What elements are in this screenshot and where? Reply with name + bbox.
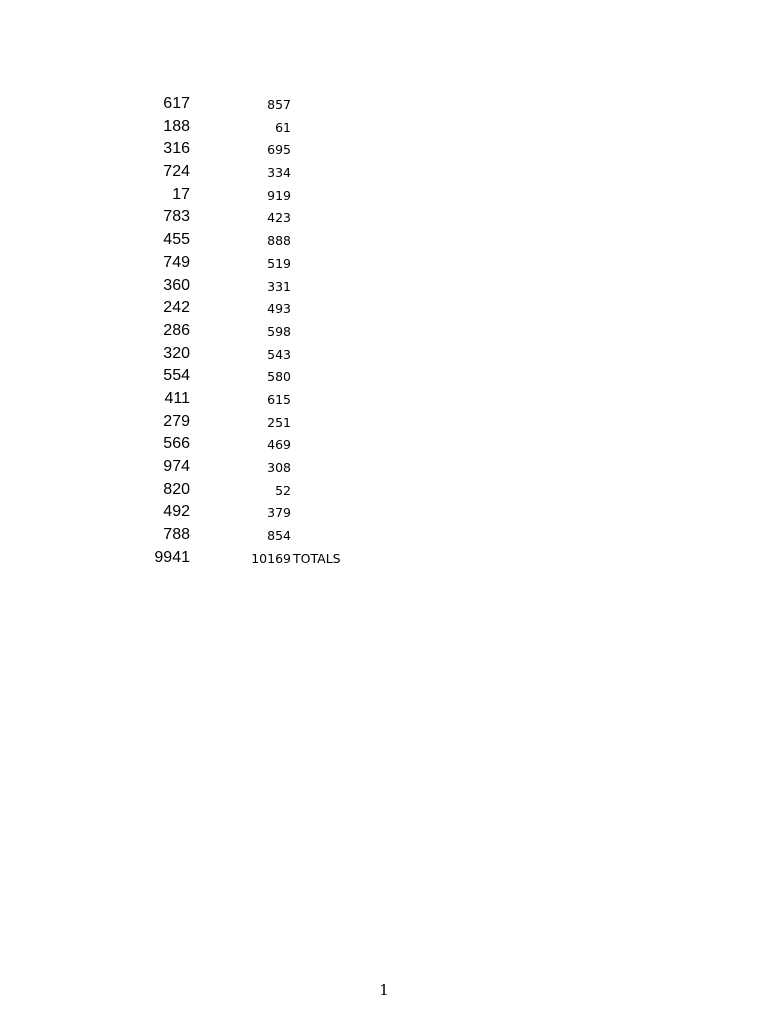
value-column-a: 286 bbox=[163, 321, 190, 339]
table-row bbox=[0, 184, 768, 207]
value-column-a: 188 bbox=[163, 117, 190, 135]
value-column-a: 360 bbox=[163, 276, 190, 294]
page-number: 1 bbox=[379, 981, 389, 999]
table-row bbox=[0, 206, 768, 229]
value-column-b: 580 bbox=[267, 369, 291, 385]
table-row bbox=[0, 229, 768, 252]
value-column-a: 242 bbox=[163, 299, 190, 317]
table-row bbox=[0, 479, 768, 502]
value-column-b: 919 bbox=[267, 187, 291, 203]
table-row bbox=[0, 161, 768, 184]
table-row bbox=[0, 297, 768, 320]
value-column-b: 854 bbox=[267, 528, 291, 544]
value-column-b: 888 bbox=[267, 233, 291, 249]
value-column-b: 598 bbox=[267, 323, 291, 339]
table-row bbox=[0, 433, 768, 456]
value-column-b: 334 bbox=[267, 165, 291, 181]
value-column-a: 554 bbox=[163, 367, 190, 385]
value-column-a: 320 bbox=[163, 344, 190, 362]
value-column-a: 617 bbox=[163, 95, 190, 112]
value-column-a: 455 bbox=[163, 231, 190, 249]
table-row bbox=[0, 93, 768, 116]
value-column-b: 423 bbox=[267, 210, 291, 226]
value-column-a: 788 bbox=[163, 526, 190, 544]
value-column-b: 308 bbox=[267, 460, 291, 475]
value-column-a: 316 bbox=[163, 140, 190, 158]
value-column-b: 543 bbox=[267, 346, 291, 362]
value-column-b: 519 bbox=[267, 255, 291, 271]
table-row bbox=[0, 388, 768, 411]
totals-label: TOTALS bbox=[293, 550, 341, 566]
table-row bbox=[0, 343, 768, 366]
value-column-b: 52 bbox=[275, 482, 291, 498]
table-row bbox=[0, 138, 768, 161]
table-row bbox=[0, 456, 768, 479]
value-column-a: 492 bbox=[163, 503, 190, 521]
value-column-a: 820 bbox=[163, 480, 190, 498]
table-row bbox=[0, 411, 768, 434]
table-row bbox=[0, 275, 768, 298]
value-column-b: 61 bbox=[275, 119, 291, 135]
value-column-b: 857 bbox=[267, 97, 291, 112]
value-column-a: 724 bbox=[163, 163, 190, 181]
value-column-b: 615 bbox=[267, 391, 291, 407]
value-column-b: 493 bbox=[267, 301, 291, 317]
table-row bbox=[0, 320, 768, 343]
table-row bbox=[0, 501, 768, 524]
value-column-b: 379 bbox=[267, 505, 291, 521]
value-column-b: 695 bbox=[267, 142, 291, 158]
number-table bbox=[0, 93, 768, 569]
totals-row bbox=[0, 547, 768, 570]
value-column-a: 749 bbox=[163, 253, 190, 271]
value-column-a: 411 bbox=[164, 389, 190, 407]
table-row bbox=[0, 524, 768, 547]
value-column-b: 469 bbox=[267, 437, 291, 453]
value-column-a: 783 bbox=[163, 208, 190, 226]
value-column-a: 17 bbox=[172, 185, 190, 203]
table-row bbox=[0, 252, 768, 275]
table-row bbox=[0, 116, 768, 139]
value-column-a: 974 bbox=[163, 458, 190, 475]
value-column-b: 331 bbox=[267, 278, 291, 294]
value-column-a: 566 bbox=[163, 435, 190, 453]
total-column-a: 9941 bbox=[154, 548, 190, 566]
value-column-b: 251 bbox=[267, 414, 291, 430]
value-column-a: 279 bbox=[163, 412, 190, 430]
table-row bbox=[0, 365, 768, 388]
total-column-b: 10169 bbox=[251, 550, 291, 566]
